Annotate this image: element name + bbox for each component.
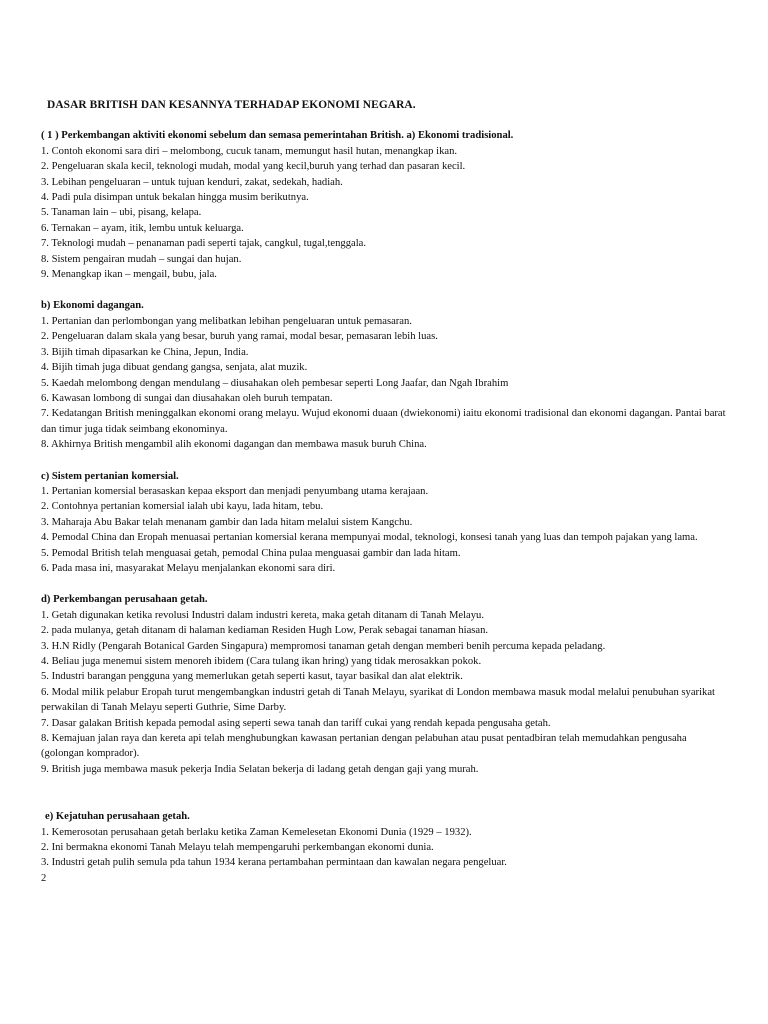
list-item: 9. British juga membawa masuk pekerja India Selatan bekerja di ladang getah dengan gaji yang murah. — [41, 763, 479, 775]
list-item: 3. Bijih timah dipasarkan ke China, Jepun, India. — [41, 346, 249, 358]
list-item: 2. pada mulanya, getah ditanam di halaman kediaman Residen Hugh Low, Perak sebagai tanaman hiasan. — [41, 625, 489, 637]
list-item: 3. H.N Ridly (Pengarah Botanical Garden Singapura) mempromosi tanaman getah dengan memberi benih percuma kepada peladang. — [41, 640, 606, 652]
section-ekonomi-dagangan — [41, 298, 731, 452]
list-item: 4. Bijih timah juga dibuat gendang gangsa, senjata, alat muzik. — [41, 362, 308, 374]
list-item: 2. Pengeluaran skala kecil, teknologi mudah, modal yang kecil,buruh yang terhad dan pasaran kecil. — [41, 161, 466, 173]
section-heading: c) Sistem pertanian komersial. — [41, 470, 179, 482]
list-item: 5. Kaedah melombong dengan mendulang – diusahakan oleh pembesar seperti Long Jaafar, dan Ngah Ibrahim — [41, 377, 509, 389]
list-item: 4. Pemodal China dan Eropah menuasai pertanian komersial kerana mempunyai modal, teknologi, konsesi tanah yang luas dan tempoh pajakan yang lama. — [41, 532, 698, 544]
section-heading: e) Kejatuhan perusahaan getah. — [45, 811, 190, 823]
list-item: 1. Getah digunakan ketika revolusi Industri dalam industri kereta, maka getah ditanam di Tanah Melayu. — [41, 609, 484, 621]
list-item: 3. Industri getah pulih semula pda tahun 1934 kerana pertambahan permintaan dan kawalan negara pengeluar. — [41, 857, 507, 869]
list-item: 4. Padi pula disimpan untuk bekalan hingga musim berikutnya. — [41, 192, 309, 204]
section-kejatuhan-getah — [41, 809, 731, 886]
list-item: 5. Industri barangan pengguna yang memerlukan getah seperti kasut, tayar basikal dan alat elektrik. — [41, 671, 463, 683]
list-item: 3. Lebihan pengeluaran – untuk tujuan kenduri, zakat, sedekah, hadiah. — [41, 176, 343, 188]
section-pertanian-komersial — [41, 469, 731, 577]
list-item: 7. Dasar galakan British kepada pemodal asing seperti sewa tanah dan tariff cukai yang rendah kepada pengusaha getah. — [41, 717, 551, 729]
list-item: 1. Kemerosotan perusahaan getah berlaku ketika Zaman Kemelesetan Ekonomi Dunia (1929 – 1932). — [41, 826, 472, 838]
list-item: 6. Pada masa ini, masyarakat Melayu menjalankan ekonomi sara diri. — [41, 562, 336, 574]
section-perusahaan-getah — [41, 592, 731, 777]
list-item: 1. Pertanian dan perlombongan yang melibatkan lebihan pengeluaran untuk pemasaran. — [41, 315, 412, 327]
list-item: 8. Kemajuan jalan raya dan kereta api telah menghubungkan kawasan pertanian dengan pelabuhan atau pusat pentadbiran telah memudahkan pengusaha (golongan komprador). — [41, 733, 687, 760]
list-item: 6. Kawasan lombong di sungai dan diusahakan oleh buruh tempatan. — [41, 392, 333, 404]
list-item: 7. Teknologi mudah – penanaman padi seperti tajak, cangkul, tugal,tenggala. — [41, 238, 367, 250]
list-item: 5. Tanaman lain – ubi, pisang, kelapa. — [41, 207, 202, 219]
list-item: 8. Akhirnya British mengambil alih ekonomi dagangan dan membawa masuk buruh China. — [41, 439, 427, 451]
list-item: 1. Pertanian komersial berasaskan kepaa eksport dan menjadi penyumbang utama kerajaan. — [41, 485, 429, 497]
list-item: 2. Contohnya pertanian komersial ialah ubi kayu, lada hitam, tebu. — [41, 501, 324, 513]
section-heading: ( 1 ) Perkembangan aktiviti ekonomi sebelum dan semasa pemerintahan British. a) Ekonomi tradisional. — [41, 130, 514, 142]
document-title: DASAR BRITISH DAN KESANNYA TERHADAP EKONOMI NEGARA. — [47, 99, 416, 111]
section-heading: b) Ekonomi dagangan. — [41, 300, 144, 312]
list-item: 5. Pemodal British telah menguasai getah, pemodal China pulaa menguasai gambir dan lada hitam. — [41, 547, 461, 559]
list-item: 2. Pengeluaran dalam skala yang besar, buruh yang ramai, modal besar, pemasaran lebih luas. — [41, 331, 438, 343]
list-item: 6. Modal milik pelabur Eropah turut mengembangkan industri getah di Tanah Melayu, syarikat di London membawa masuk modal melalui penubuhan syarikat perwakilan di Tanah Melayu seperti Guthrie, Sime Darby. — [41, 686, 715, 714]
list-item: 9. Menangkap ikan – mengail, bubu, jala. — [41, 269, 217, 281]
list-item: 2. Ini bermakna ekonomi Tanah Melayu telah mempengaruhi perkembangan ekonomi dunia. — [41, 842, 434, 854]
section-ekonomi-tradisional — [41, 128, 731, 282]
section-heading: d) Perkembangan perusahaan getah. — [41, 594, 208, 606]
document-body — [41, 98, 731, 902]
list-item: 1. Contoh ekonomi sara diri – melombong, cucuk tanam, memungut hasil hutan, menangkap ikan. — [41, 145, 458, 157]
list-item: 3. Maharaja Abu Bakar telah menanam gambir dan lada hitam melalui sistem Kangchu. — [41, 516, 413, 528]
list-item: 7. Kedatangan British meninggalkan ekonomi orang melayu. Wujud ekonomi duaan (dwiekonomi) iaitu ekonomi tradisional dan ekonomi dagangan. Pantai barat dan timur juga tidak seimbang ekonominya. — [41, 408, 726, 435]
page-number: 2 — [41, 872, 47, 884]
list-item: 4. Beliau juga menemui sistem menoreh ibidem (Cara tulang ikan hring) yang tidak merosakkan pokok. — [41, 656, 482, 667]
list-item: 8. Sistem pengairan mudah – sungai dan hujan. — [41, 253, 242, 265]
list-item: 6. Ternakan – ayam, itik, lembu untuk keluarga. — [41, 222, 244, 234]
